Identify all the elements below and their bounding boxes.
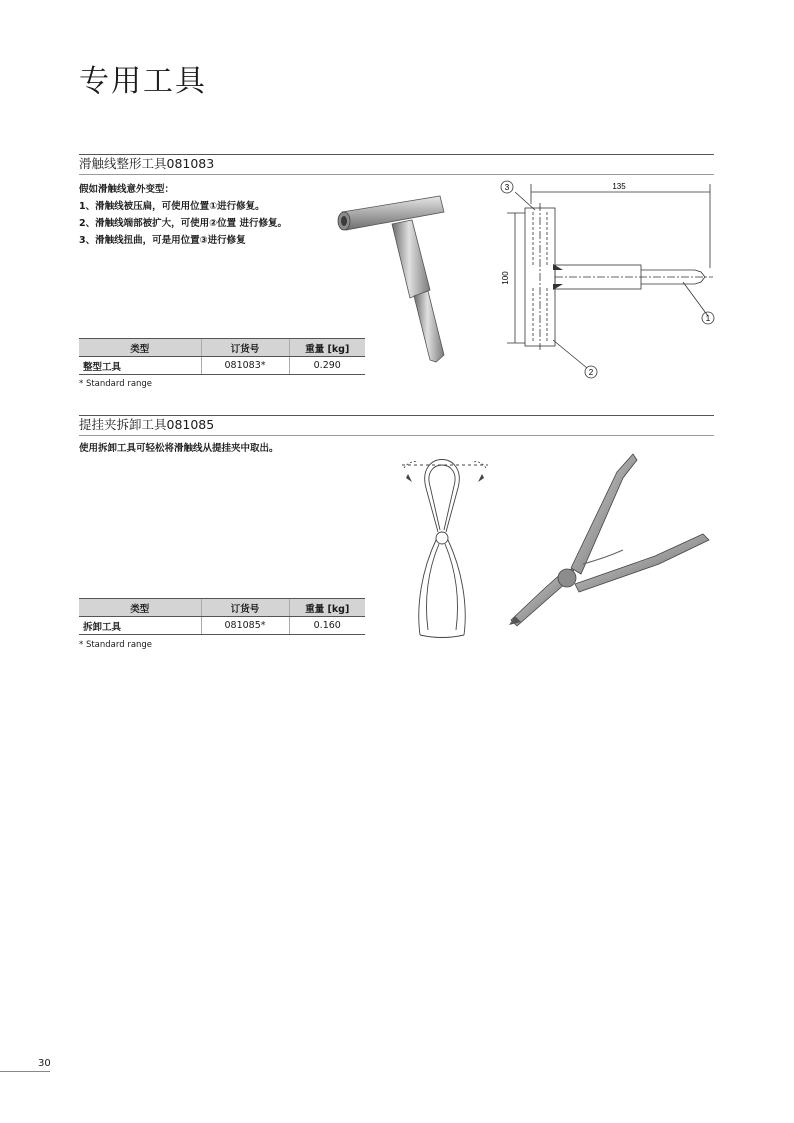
table-row — [79, 357, 365, 375]
column-header-order-number: 订货号 — [201, 599, 289, 617]
removal-tool-photo — [505, 450, 715, 635]
shaping-tool-description — [79, 181, 287, 249]
page-number-rule — [0, 1071, 50, 1072]
callout-3: 3 — [504, 183, 510, 192]
table-header-row — [79, 599, 365, 617]
description-line: 2、滑触线端部被扩大，可使用②位置 进行修复。 — [79, 218, 287, 229]
column-header-type: 类型 — [79, 339, 201, 357]
removal-tool-spec-table — [79, 598, 365, 635]
shaping-tool-spec-table — [79, 338, 365, 375]
cell-order-number: 081083* — [201, 357, 289, 375]
page-number: 30 — [38, 1058, 51, 1069]
cell-type: 整型工具 — [79, 357, 201, 375]
cell-order-number: 081085* — [201, 617, 289, 635]
footnote: * Standard range — [79, 640, 153, 650]
section-heading-removal-tool: 提挂夹拆卸工具081085 — [79, 415, 714, 436]
footnote: * Standard range — [79, 379, 153, 389]
column-header-weight: 重量 [kg] — [289, 339, 365, 357]
column-header-order-number: 订货号 — [201, 339, 289, 357]
shaping-tool-drawing — [495, 178, 725, 383]
description-line: 假如滑触线意外变型： — [79, 184, 175, 195]
table-header-row — [79, 339, 365, 357]
dimension-height-label: 100 — [501, 271, 510, 285]
section-heading-shaping-tool: 滑触线整形工具081083 — [79, 154, 714, 175]
description-line: 使用拆卸工具可轻松将滑触线从提挂夹中取出。 — [79, 443, 279, 454]
removal-tool-drawing — [398, 440, 493, 640]
callout-1: 1 — [705, 314, 711, 323]
column-header-type: 类型 — [79, 599, 201, 617]
cell-weight: 0.160 — [289, 617, 365, 635]
callout-2: 2 — [588, 368, 594, 377]
description-line: 3、滑触线扭曲，可是用位置③进行修复 — [79, 235, 246, 246]
removal-tool-description — [79, 440, 279, 457]
table-row — [79, 617, 365, 635]
description-line: 1、滑触线被压扁，可使用位置①进行修复。 — [79, 201, 265, 212]
cell-type: 拆卸工具 — [79, 617, 201, 635]
page-title: 专用工具 — [79, 64, 207, 99]
dimension-width-label: 135 — [612, 182, 626, 191]
column-header-weight: 重量 [kg] — [289, 599, 365, 617]
cell-weight: 0.290 — [289, 357, 365, 375]
